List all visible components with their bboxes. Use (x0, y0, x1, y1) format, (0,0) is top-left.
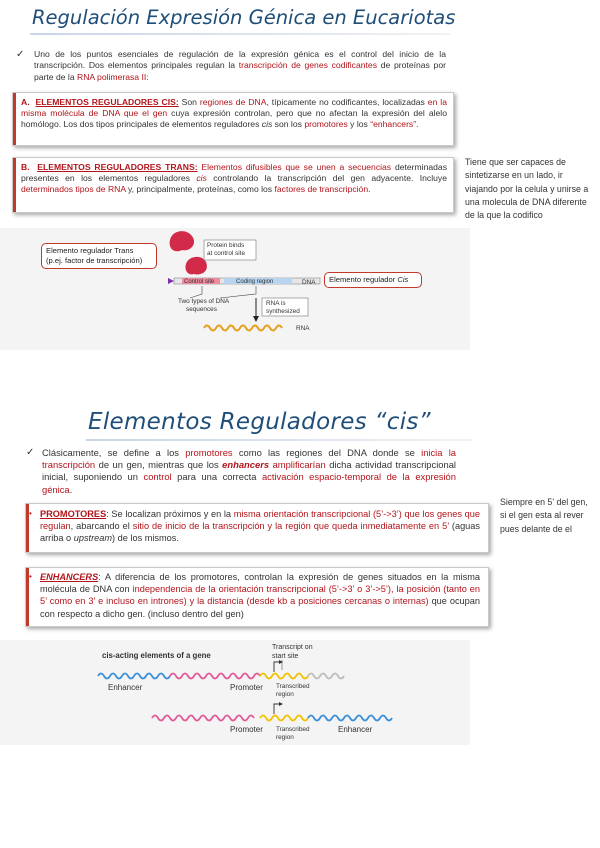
cis-elements-diagram (96, 660, 396, 732)
label-transcribed-1: Transcribed region (276, 683, 310, 698)
label-coding-region: Coding region (236, 279, 274, 285)
bracket-line-left (190, 286, 202, 298)
side-note-cis: Siempre en 5' del gen, si el gen esta al rever pues delante de el (500, 497, 588, 534)
checkmark-icon: ✓ (26, 447, 35, 458)
label-promoter-2: Promoter (230, 725, 263, 734)
start-arrow-head-icon (279, 660, 283, 664)
label-transcribed-2: Transcribed region (276, 726, 310, 741)
label-control-site: Control site (184, 279, 215, 285)
rna-wave (204, 326, 282, 331)
label-transcript-on: Transcript on start site (272, 644, 313, 660)
transcribed-wave-2 (260, 716, 308, 721)
label-dna: DNA (302, 279, 316, 286)
box-promotores (25, 503, 489, 553)
dna-end-marker (168, 278, 174, 284)
label-enhancer-1: Enhancer (108, 683, 143, 692)
box-accent-bar (13, 158, 16, 212)
promoter-wave-1 (170, 674, 260, 679)
slide-1-intro: Uno de los puntos esenciales de regulación de la expresión génica es el control del inicio de la transcripción. Dos elementos principales regulan la transcripción de genes codificantes de proteínas por parte de la RNA polimerasa II: (34, 49, 446, 82)
dna-wave-1 (308, 674, 344, 679)
slide-1-title: Regulación Expresión Génica en Eucariotas (32, 6, 456, 29)
box-enhancers-text: ENHANCERS: A diferencia de los promotores, controlan la expresión de genes situados en la misma molécula de DNA con independencia de la orientación transcripcional (5’->3’ o 3’->5’), la posición (tanto en 5’ como en 3’ e incluso en intrones) y la distancia (desde kb a posiciones cercanas o internas) que ocupan con respecto a dicho gen. (incluso dentro del gen) (40, 572, 481, 619)
arrow-down-icon (253, 316, 259, 322)
transcribed-wave-1 (260, 674, 308, 679)
label-two-types: Two types of DNA sequences (178, 298, 230, 313)
bracket-line-right (220, 286, 256, 298)
box-accent-bar (13, 93, 16, 145)
label-enhancer-2: Enhancer (338, 725, 373, 734)
promoter-wave-2 (152, 716, 254, 721)
label-promoter-1: Promoter (230, 683, 263, 692)
bullet-icon: • (29, 509, 32, 518)
protein-shape-1 (170, 231, 194, 251)
bullet-icon: • (29, 572, 32, 581)
label-protein-binds: Protein binds at control site (207, 242, 246, 257)
callout-cis-element: Elemento regulador Cis (324, 272, 422, 288)
box-cis-elements (12, 92, 454, 146)
box-promotores-text: PROMOTORES: Se localizan próximos y en la misma orientación transcripcional (5’->3’) que los genes que regulan, abarcando el sitio de inicio de la transcripción y la región que queda inmediatamente en 5’ (aguas arriba o upstream) de los mismos. (40, 509, 480, 544)
label-rna: RNA (296, 325, 310, 332)
label-rna-synthesized: RNA is synthesized (266, 300, 300, 315)
box-trans-text: B. ELEMENTOS REGULADORES TRANS: Elementos difusibles que se unen a secuencias determinadas presentes en los elementos reguladores cis controlando la transcripción del gen adyacente. Incluye determinados tipos de RNA y, principalmente, proteínas, como los factores de transcripción. (21, 162, 448, 195)
slide-2-title-rule (86, 439, 472, 441)
callout-trans-element: Elemento regulador Trans (p.ej. factor de transcripción) (41, 243, 157, 269)
slide-2-title: Elementos Reguladores “cis” (88, 409, 431, 435)
side-note-trans: Tiene que ser capaces de sintetizarse en un lado, ir viajando por la celula y unirse a una molecula de DNA diferente de la que la codifico (465, 157, 589, 221)
box-enhancers (25, 567, 489, 627)
slide-1-title-rule (30, 33, 450, 35)
enhancer-wave-1 (98, 674, 170, 679)
checkmark-icon: ✓ (16, 49, 25, 60)
slide-2-intro: Clásicamente, se define a los promotores como las regiones del DNA donde se inicia la transcripción de un gen, mientras que los enhancers amplificarían dicha actividad transcripcional inicial, suponiendo un control para una correcta activación espacio-temporal de la expresión génica. (42, 447, 457, 495)
diagram-title: cis-acting elements of a gene (102, 651, 211, 660)
start-arrow-head-icon (279, 702, 283, 706)
box-trans-elements (12, 157, 454, 213)
enhancer-wave-2 (308, 716, 392, 721)
box-cis-text: A. ELEMENTOS REGULADORES CIS: Son regiones de DNA, típicamente no codificantes, localizadas en la misma molécula de DNA que el gen cuya expresión controlan, pero que no afectan la expresión del alelo homólogo. Los dos tipos principales de elementos reguladores cis son los promotores y los “enhancers”. (21, 97, 447, 130)
